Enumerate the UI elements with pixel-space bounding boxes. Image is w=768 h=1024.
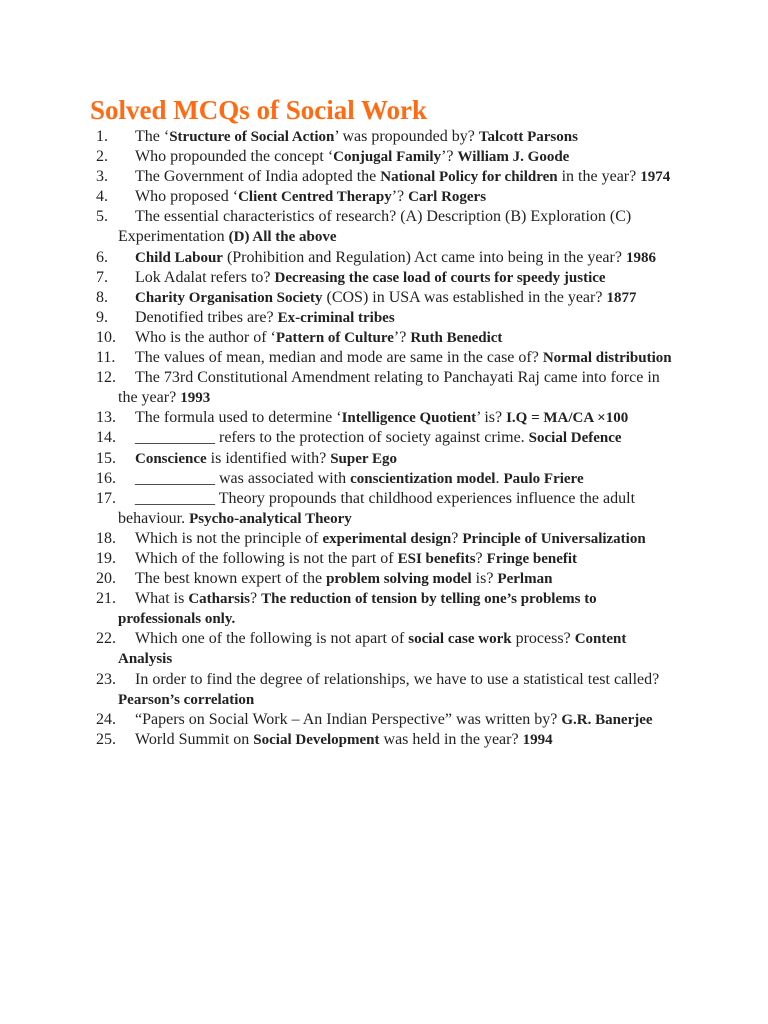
question-item [0, 207, 768, 247]
question-text: In order to find the degree of relationships, we have to use a statistical test called? [135, 670, 660, 688]
answer-bold-text: Content Analysis [118, 631, 627, 668]
document-title: Solved MCQs of Social Work [90, 95, 428, 125]
answer-bold-text: 1993 [180, 390, 211, 407]
answer-bold-text: I.Q = MA/CA ×100 [506, 410, 629, 427]
answer-bold-text: Social Development [253, 731, 380, 748]
question-text: __________ Theory propounds that childhood experiences influence the adult behaviour. [118, 489, 636, 527]
answer-bold-text: (D) All the above [228, 229, 337, 246]
question-item [0, 268, 768, 288]
question-number: 11. [96, 349, 116, 367]
question-number: 20. [96, 570, 116, 588]
answer-bold-text: Talcott Parsons [478, 129, 578, 145]
question-number: 25. [96, 730, 116, 748]
question-item [0, 730, 768, 750]
question-item [0, 428, 768, 448]
question-item [0, 308, 768, 328]
question-number: 6. [96, 248, 108, 266]
question-item [0, 368, 768, 408]
answer-bold-text: The reduction of tension by telling one’s problems to professionals only. [118, 591, 597, 628]
question-text: The ‘ [135, 128, 170, 145]
question-text: (COS) in USA was established in the year? [322, 288, 607, 306]
question-text: ? [250, 590, 262, 608]
question-number: 14. [96, 429, 116, 447]
answer-bold-text: Client Centred Therapy [238, 189, 392, 206]
answer-bold-text: Fringe benefit [486, 550, 578, 567]
answer-bold-text: 1994 [522, 731, 553, 748]
question-item [0, 147, 768, 167]
question-text: Which one of the following is not apart of [135, 630, 409, 648]
question-text: process? [511, 630, 575, 648]
question-number: 1. [96, 128, 108, 145]
question-item [0, 127, 768, 147]
question-item [0, 288, 768, 308]
question-text: . [495, 469, 504, 487]
answer-bold-text: William J. Goode [457, 149, 570, 166]
question-item [0, 569, 768, 589]
question-text: The best known expert of the [135, 570, 327, 588]
answer-bold-text: Child Labour [135, 249, 223, 266]
answer-bold-text: Social Defence [528, 430, 622, 447]
question-text: The values of mean, median and mode are same in the case of? [135, 349, 543, 367]
question-item [0, 348, 768, 368]
question-text: What is [135, 590, 189, 608]
question-text: is? [471, 570, 498, 588]
question-text: ’? [441, 148, 458, 166]
question-text: __________ refers to the protection of society against crime. [135, 429, 529, 447]
question-item [0, 449, 768, 469]
question-number: 13. [96, 409, 116, 427]
question-number: 23. [96, 670, 116, 688]
answer-bold-text: Ruth Benedict [410, 329, 503, 346]
answer-bold-text: Principle of Universalization [462, 530, 646, 547]
answer-bold-text: conscientization model [350, 470, 496, 487]
question-text: ’? [393, 328, 411, 346]
answer-bold-text: 1974 [640, 169, 671, 186]
question-text: The Government of India adopted the [135, 168, 381, 186]
answer-bold-text: Psycho-analytical Theory [189, 510, 352, 527]
question-number: 18. [96, 529, 116, 547]
question-text: The 73rd Constitutional Amendment relating to Panchayati Raj came into force in the year? [118, 369, 660, 407]
question-text: ’ is? [476, 409, 507, 427]
question-number: 24. [96, 710, 116, 728]
question-text: Lok Adalat refers to? [135, 268, 275, 286]
question-number: 15. [96, 449, 116, 467]
question-text: was held in the year? [379, 730, 523, 748]
question-text: Denotified tribes are? [135, 308, 278, 326]
answer-bold-text: Pearson’s correlation [118, 691, 255, 708]
question-item [0, 328, 768, 348]
answer-bold-text: Intelligence Quotient [341, 410, 477, 427]
question-text: The formula used to determine ‘ [135, 409, 342, 427]
question-number: 12. [96, 369, 116, 387]
answer-bold-text: Normal distribution [542, 350, 672, 367]
question-number: 21. [96, 590, 116, 608]
question-text: The essential characteristics of research? (A) Description (B) Exploration (C) Experimentation [118, 208, 632, 246]
answer-bold-text: Carl Rogers [408, 189, 487, 206]
question-item [0, 408, 768, 428]
answer-bold-text: 1986 [625, 249, 656, 266]
answer-bold-text: social case work [408, 631, 512, 648]
question-text: ? [451, 529, 463, 547]
question-text: “Papers on Social Work – An Indian Perspective” was written by? [135, 710, 562, 728]
question-number: 9. [96, 308, 108, 326]
question-item [0, 670, 768, 710]
question-number: 7. [96, 268, 108, 286]
question-text: (Prohibition and Regulation) Act came into being in the year? [222, 248, 626, 266]
question-text: Who propounded the concept ‘ [135, 148, 334, 166]
question-text: ’? [391, 188, 409, 206]
question-item [0, 529, 768, 549]
question-text: is identified with? [206, 449, 331, 467]
answer-bold-text: Perlman [497, 571, 553, 588]
answer-bold-text: Conscience [135, 450, 207, 467]
answer-bold-text: 1877 [606, 289, 637, 306]
answer-bold-text: National Policy for children [380, 169, 558, 186]
question-number: 22. [96, 630, 116, 648]
question-number: 4. [96, 188, 108, 206]
answer-bold-text: Decreasing the case load of courts for speedy justice [274, 269, 606, 286]
question-number: 10. [96, 328, 116, 346]
question-number: 8. [96, 288, 108, 306]
question-item [0, 629, 768, 669]
question-list [0, 127, 768, 750]
answer-bold-text: Catharsis [188, 591, 250, 608]
question-number: 17. [96, 489, 116, 507]
answer-bold-text: problem solving model [326, 571, 472, 588]
answer-bold-text: Conjugal Family [333, 149, 442, 166]
question-text: Who proposed ‘ [135, 188, 239, 206]
answer-bold-text: Super Ego [330, 450, 398, 467]
answer-bold-text: Structure of Social Action [169, 129, 335, 145]
answer-bold-text: experimental design [322, 530, 452, 547]
question-number: 16. [96, 469, 116, 487]
question-item [0, 248, 768, 268]
answer-bold-text: Ex-criminal tribes [277, 309, 395, 326]
question-text: ’ was propounded by? [334, 128, 479, 145]
question-item [0, 589, 768, 629]
question-item [0, 549, 768, 569]
question-text: ? [475, 549, 487, 567]
question-item [0, 167, 768, 187]
question-text: in the year? [557, 168, 641, 186]
answer-bold-text: Charity Organisation Society [135, 289, 323, 306]
question-item [0, 710, 768, 730]
question-text: Which is not the principle of [135, 529, 323, 547]
answer-bold-text: Paulo Friere [503, 470, 584, 487]
question-text: World Summit on [135, 730, 254, 748]
question-item [0, 187, 768, 207]
answer-bold-text: Pattern of Culture [275, 329, 394, 346]
question-item [0, 489, 768, 529]
question-text: Who is the author of ‘ [135, 328, 276, 346]
question-text: __________ was associated with [135, 469, 351, 487]
question-number: 19. [96, 549, 116, 567]
answer-bold-text: ESI benefits [397, 550, 476, 567]
question-item [0, 469, 768, 489]
question-number: 3. [96, 168, 108, 186]
answer-bold-text: G.R. Banerjee [561, 711, 653, 728]
question-text: Which of the following is not the part of [135, 549, 398, 567]
question-number: 5. [96, 208, 108, 226]
question-number: 2. [96, 148, 108, 166]
